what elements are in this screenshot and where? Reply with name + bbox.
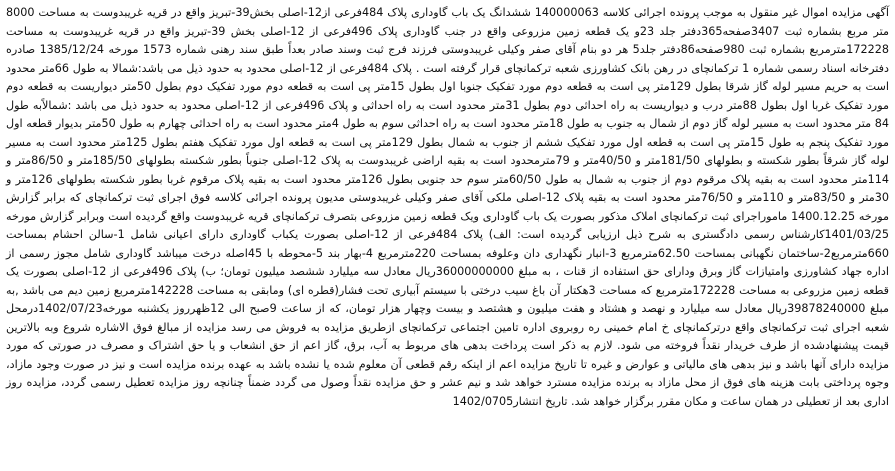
auction-notice-text: آگهی مزایده اموال غیر منقول به موجب پرونده اجرائی کلاسه 140000063 ششدانگ یک باب گاوداری پلاک 484فرعی از12-اصلی بخش39-تبریز واقع در قریه غریبدوست به مساحت 8000 متر مربع بشماره ثبت 3407صفحه365دفتر جلد 23و یک قطعه زمین مزروعی واقع در جنب گاوداری پلاک 496فرعی از 12-اصلی بخش 39-تبریز واقع در قریه غریبدوست به مساحت 172228مترمربع بشماره ثبت 980صفحه86دفتر جلد5 هر دو بنام آقای صفر وکیلی غریبدوستی فرزند فرج ثبت وسند صادر بعداً طبق سند رهنی شماره 1573 مورخه 1385/12/24 صادره دفترخانه اسناد رسمی شماره 1 ترکمانچای در رهن بانک کشاورزی شعبه ترکمانچای قرار گرفته است . پلاک 484فرعی از 12-اصلی محدود به حدود ذیل می باشد:شمالا به طول 66متر محدود است به حریم مسیر لوله گاز شرقا بطول 129متر پی است به قطعه دوم مورد تفکیک جنوبا اول بطول 15متر پی است به قطعه دوم مورد تفکیک دوم بطول 50متر دیواریست به قطعه دوم مورد تفکیک غربا اول بطول 88متر درب و دیواریست به راه احداثی دوم بطول 31متر محدود است به راه احداثی و پلاک 496فرعی از 12-اصلی محدود به حدود ذیل می باشد :شمالاًبه طول 84 متر محدود است به مسیر لوله گاز دوم از شمال به جنوب به طول 18متر محدود است به راه احداثی سوم به طول 4متر محدود است به راه احداثی چهارم به طول 50متر بدیوار قطعه اول مورد تفکیک پنجم به طول 15متر پی است به قطعه اول مورد تفکیک ششم از جنوب به شمال بطول 129متر پی است به قطعه اول مورد تفکیک هفتم بطول 125متر محدود است به مسیر لوله گاز شرقاً بطور شکسته و بطولهای 181/50متر و 40/50متر و 79مترمحدود است به بقیه اراضی غریبدوست به پلاک 12-اصلی جنوباً بطور شکسته بطولهای 185/50متر و 86/50متر و 114متر محدود است به بقیه پلاک مرقوم دوم از جنوب به شمال به طول 60/50متر سوم حد جنوبی بطول 126متر محدود است به بقیه پلاک مرقوم غربا بطور شکسته بطولهای 126متر و 30متر و 83/50متر و 110متر و 76/50متر محدود است به بقیه پلاک 12-اصلی ملکی آقای صفر وکیلی غریبدوستی مدیون پرونده اجرائی کلاسه فوق اجرای ثبت ترکمانچای که برابر گزارش مورخه 1400.12.25 ماموراجرای ثبت ترکمانچای املاک مذکور بصورت یک باب گاوداری ویک قطعه زمین مزروعی بتصرف ترکمانچای قریه غریبدوست واقع گردیده است وبرابر گزارش مورخه 1401/03/25کارشناس رسمی دادگستری به شرح ذیل ارزیابی گردیده است: الف) پلاک 484فرعی از 12-اصلی بصورت یکباب گاوداری دارای اعیانی شامل 1-سالن احشام بمساحت 660مترمربع2-ساختمان نگهبانی بمساحت 62.50مترمربع 3-انبار نگهداری دان وعلوفه بمساحت 220مترمربع 4-بهار بند 5-محوطه با 45اصله درخت میباشد گاوداری شامل مجوز رسمی از اداره جهاد کشاورزی وامتیازات گاز وبرق ودارای حق استفاده از قنات ، به مبلغ 36000000000ریال معادل سه میلیارد ششصد میلیون تومان؛ ب) پلاک 496فرعی از 12-اصلی بصورت یک قطعه زمین مزروعی به مساحت 172228مترمربع که مساحت 3هکتار آن باغ سیب درختی با سیستم آبیاری تحت فشار(قطره ای) ومابقی به مساحت 142228مترمربع زمین دیم می باشد ,به مبلغ 39878240000ریال معادل سه میلیارد و نهصد و هشتاد و هفت میلیون و هشتصد و بیست وچهار هزار تومان، که از ساعت 9صبح الی 12ظهرروز یکشنبه مورخه1402/07/23درمحل شعبه اجرای ثبت ترکمانچای واقع درترکمانچای خ امام خمینی ره روبروی اداره تامین اجتماعی ترکمانچای ازطریق مزایده به فروش می رسد مزایده از مبالغ فوق الاشاره شروع وبه بالاترین قیمت پیشنهادشده از طرف خریدار نقداً فروخته می شود. لازم به ذکر است پرداخت بدهی های مربوط به آب، برق، گاز اعم از حق انشعاب و یا حق اشتراک و مصرف در صورتی که مورد مزایده دارای آنها باشد و نیز بدهی های مالیاتی و عوارض و غیره تا تاریخ مزایده اعم از اینکه رقم قطعی آن معلوم شده یا نشده باشد به عهده برنده مزایده است و نیز در صورت وجود مازاد، وجوه پرداختی بابت هزینه های فوق از محل مازاد به برنده مزایده مسترد خواهد شد و نیم عشر و حق مزایده نقداً وصول می گردد ضمناً چنانچه روز مزایده تعطیل رسمی گردد، مزایده روز اداری بعد از تعطیلی در همان ساعت و مکان مقرر برگزار خواهد شد. تاریخ انتشار1402/0705 (6, 6, 890, 408)
